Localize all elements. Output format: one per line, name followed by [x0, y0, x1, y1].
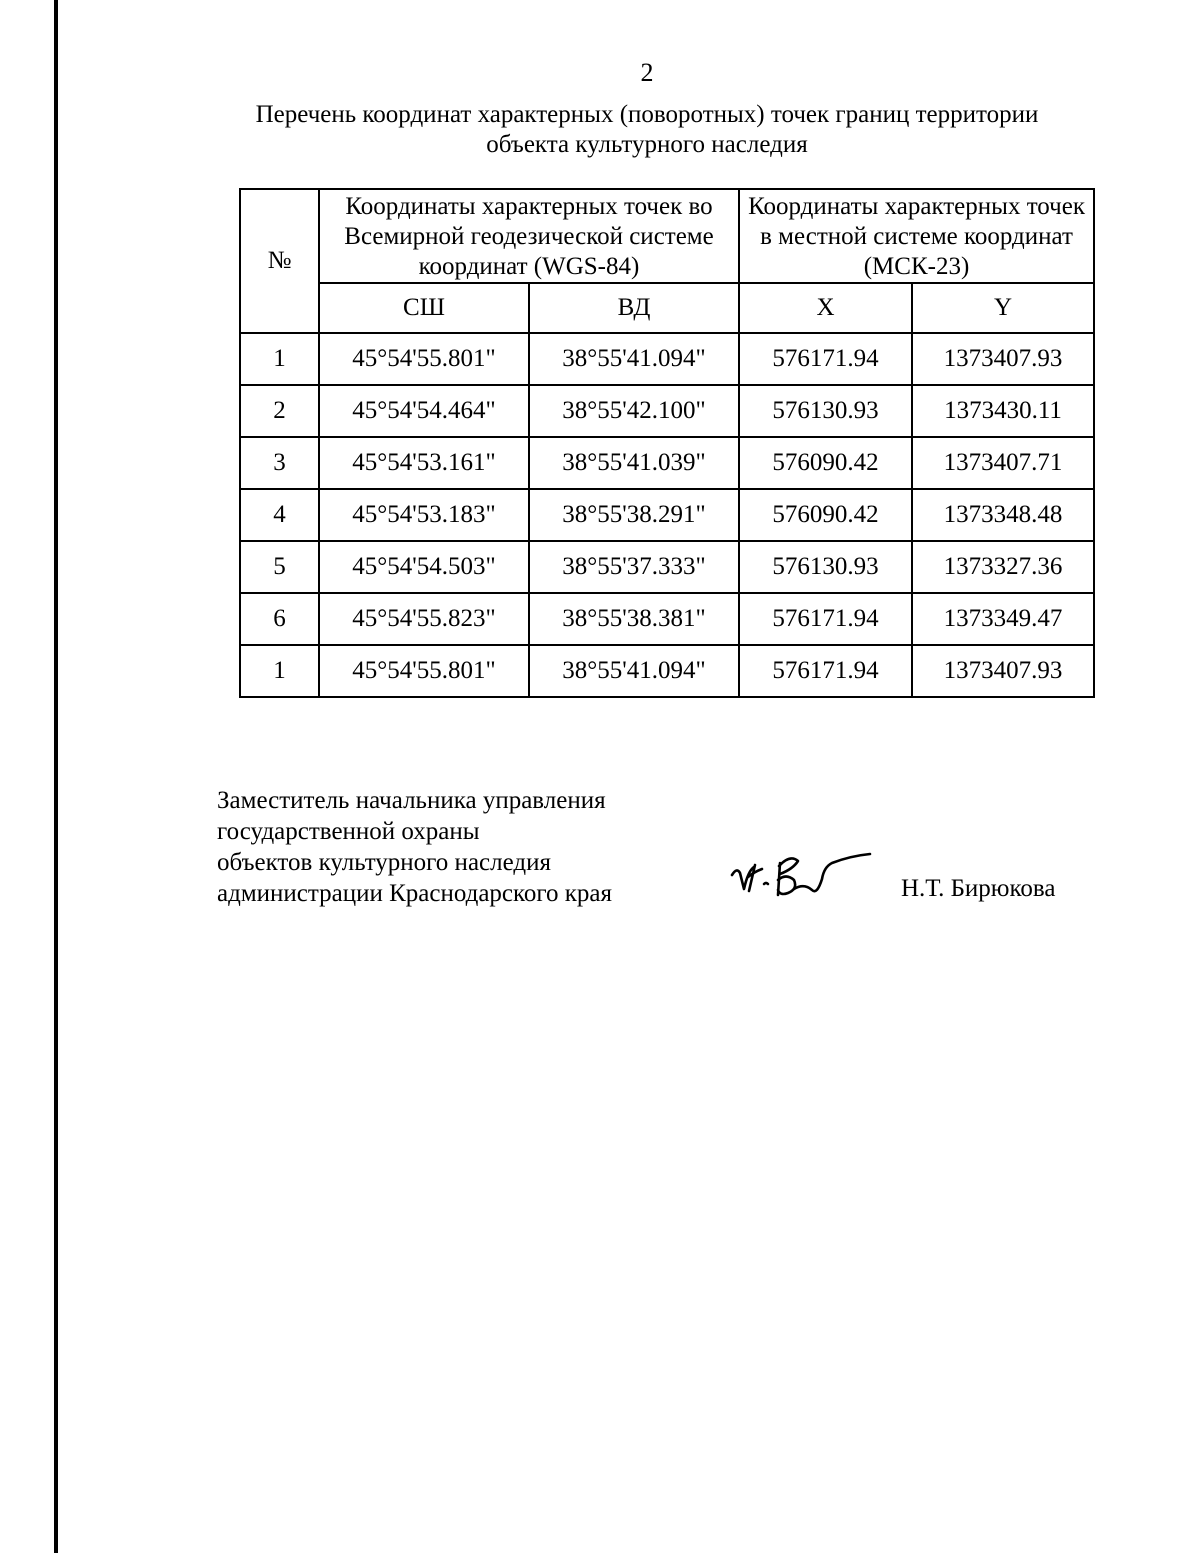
- cell-longitude: 38°55'41.039": [529, 437, 739, 489]
- signatory-position-line: объектов культурного наследия: [217, 849, 551, 876]
- cell-point-number: 3: [240, 437, 319, 489]
- table-row: [240, 333, 1094, 385]
- signatory-position-line: Заместитель начальника управления: [217, 787, 606, 814]
- coordinates-table: [239, 188, 1095, 698]
- header-wgs84-group: Координаты характерных точек во Всемирной геодезической системе координат (WGS-84): [319, 189, 739, 283]
- cell-latitude: 45°54'53.183": [319, 489, 529, 541]
- table-header-row-2: [240, 283, 1094, 333]
- table-header-row-1: [240, 189, 1094, 283]
- document-title-line-1: Перечень координат характерных (поворотных) точек границ территории: [255, 101, 1039, 128]
- cell-latitude: 45°54'54.464": [319, 385, 529, 437]
- cell-x: 576171.94: [739, 593, 912, 645]
- cell-x: 576130.93: [739, 385, 912, 437]
- signatory-position-line: администрации Краснодарского края: [217, 880, 613, 907]
- cell-longitude: 38°55'41.094": [529, 333, 739, 385]
- cell-point-number: 4: [240, 489, 319, 541]
- cell-longitude: 38°55'38.291": [529, 489, 739, 541]
- cell-y: 1373349.47: [912, 593, 1094, 645]
- cell-x: 576171.94: [739, 645, 912, 697]
- header-x: X: [739, 283, 912, 333]
- table-row: [240, 541, 1094, 593]
- cell-longitude: 38°55'41.094": [529, 645, 739, 697]
- table-header: [240, 189, 1094, 333]
- cell-point-number: 5: [240, 541, 319, 593]
- cell-y: 1373430.11: [912, 385, 1094, 437]
- table-row: [240, 645, 1094, 697]
- page-binding-line: [54, 0, 58, 1553]
- cell-longitude: 38°55'37.333": [529, 541, 739, 593]
- cell-x: 576090.42: [739, 489, 912, 541]
- document-title-line-2: объекта культурного наследия: [486, 131, 808, 158]
- cell-x: 576130.93: [739, 541, 912, 593]
- cell-latitude: 45°54'55.801": [319, 645, 529, 697]
- cell-y: 1373407.93: [912, 333, 1094, 385]
- cell-y: 1373407.93: [912, 645, 1094, 697]
- header-longitude: ВД: [529, 283, 739, 333]
- cell-y: 1373327.36: [912, 541, 1094, 593]
- signatory-position-line: государственной охраны: [217, 818, 480, 845]
- table-row: [240, 593, 1094, 645]
- cell-latitude: 45°54'53.161": [319, 437, 529, 489]
- page-number: 2: [640, 58, 654, 87]
- cell-latitude: 45°54'55.823": [319, 593, 529, 645]
- cell-longitude: 38°55'38.381": [529, 593, 739, 645]
- cell-point-number: 6: [240, 593, 319, 645]
- signatory-position: [217, 785, 612, 909]
- cell-point-number: 2: [240, 385, 319, 437]
- cell-latitude: 45°54'55.801": [319, 333, 529, 385]
- cell-point-number: 1: [240, 333, 319, 385]
- table-body: [240, 333, 1094, 697]
- cell-y: 1373407.71: [912, 437, 1094, 489]
- cell-x: 576171.94: [739, 333, 912, 385]
- table-row: [240, 489, 1094, 541]
- document-title: [200, 100, 1094, 160]
- cell-y: 1373348.48: [912, 489, 1094, 541]
- cell-latitude: 45°54'54.503": [319, 541, 529, 593]
- header-y: Y: [912, 283, 1094, 333]
- table-row: [240, 385, 1094, 437]
- cell-longitude: 38°55'42.100": [529, 385, 739, 437]
- signatory-name: Н.Т. Бирюкова: [901, 875, 1056, 902]
- cell-x: 576090.42: [739, 437, 912, 489]
- handwritten-signature: [728, 845, 873, 910]
- header-latitude: СШ: [319, 283, 529, 333]
- cell-point-number: 1: [240, 645, 319, 697]
- header-number: №: [240, 189, 319, 333]
- header-msk23-group: Координаты характерных точек в местной системе координат (МСК-23): [739, 189, 1094, 283]
- table-row: [240, 437, 1094, 489]
